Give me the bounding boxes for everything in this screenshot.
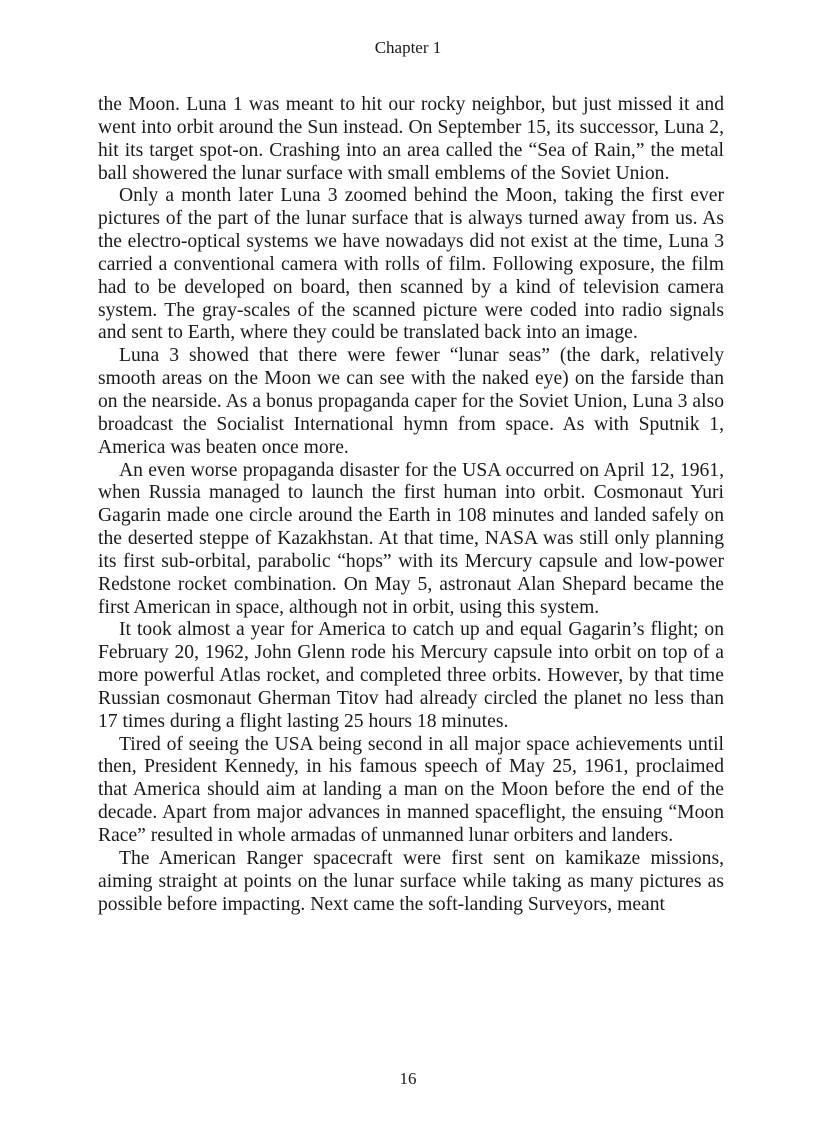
paragraph: The American Ranger spacecraft were first sent on kamikaze missions, aiming straight at points on the lunar surface while taking as many pictures as possible before impacting. Next came the soft-landing Surveyors, meant	[98, 847, 724, 915]
body-text	[98, 94, 724, 916]
running-head: Chapter 1	[374, 38, 442, 57]
paragraph: Tired of seeing the USA being second in all major space achievements until then, President Kennedy, in his famous speech of May 25, 1961, proclaimed that America should aim at landing a man on the Moon before the end of the decade. Apart from major advances in manned spaceflight, the ensuing “Moon Race” resulted in whole armadas of unmanned lunar orbiters and landers.	[98, 733, 724, 846]
paragraph: It took almost a year for America to catch up and equal Gagarin’s flight; on February 20, 1962, John Glenn rode his Mercury capsule into orbit on top of a more powerful Atlas rocket, and completed three orbits. However, by that time Russian cosmonaut Gherman Titov had already circled the planet no less than 17 times during a flight lasting 25 hours 18 minutes.	[98, 619, 724, 732]
paragraph: Only a month later Luna 3 zoomed behind the Moon, taking the first ever pictures of the part of the lunar surface that is always turned away from us. As the electro-optical systems we have nowadays did not exist at the time, Luna 3 carried a conventional camera with rolls of film. Following exposure, the film had to be developed on board, then scanned by a kind of television camera system. The gray-scales of the scanned picture were coded into radio signals and sent to Earth, where they could be translated back into an image.	[98, 185, 724, 344]
page-number: 16	[399, 1069, 417, 1088]
paragraph: An even worse propaganda disaster for the USA occurred on April 12, 1961, when Russia managed to launch the first human into orbit. Cosmonaut Yuri Gagarin made one circle around the Earth in 108 minutes and landed safely on the deserted steppe of Kazakhstan. At that time, NASA was still only planning its first sub-orbital, parabolic “hops” with its Mercury capsule and low-power Redstone rocket combination. On May 5, astronaut Alan Shepard became the first American in space, although not in orbit, using this system.	[98, 459, 724, 618]
paragraph: Luna 3 showed that there were fewer “lunar seas” (the dark, relatively smooth areas on the Moon we can see with the naked eye) on the farside than on the nearside. As a bonus propaganda caper for the Soviet Union, Luna 3 also broadcast the Socialist International hymn from space. As with Sputnik 1, America was beaten once more.	[98, 345, 724, 458]
paragraph: the Moon. Luna 1 was meant to hit our rocky neighbor, but just missed it and went into orbit around the Sun instead. On September 15, its successor, Luna 2, hit its target spot-on. Crashing into an area called the “Sea of Rain,” the metal ball showered the lunar surface with small emblems of the Soviet Union.	[98, 94, 724, 184]
